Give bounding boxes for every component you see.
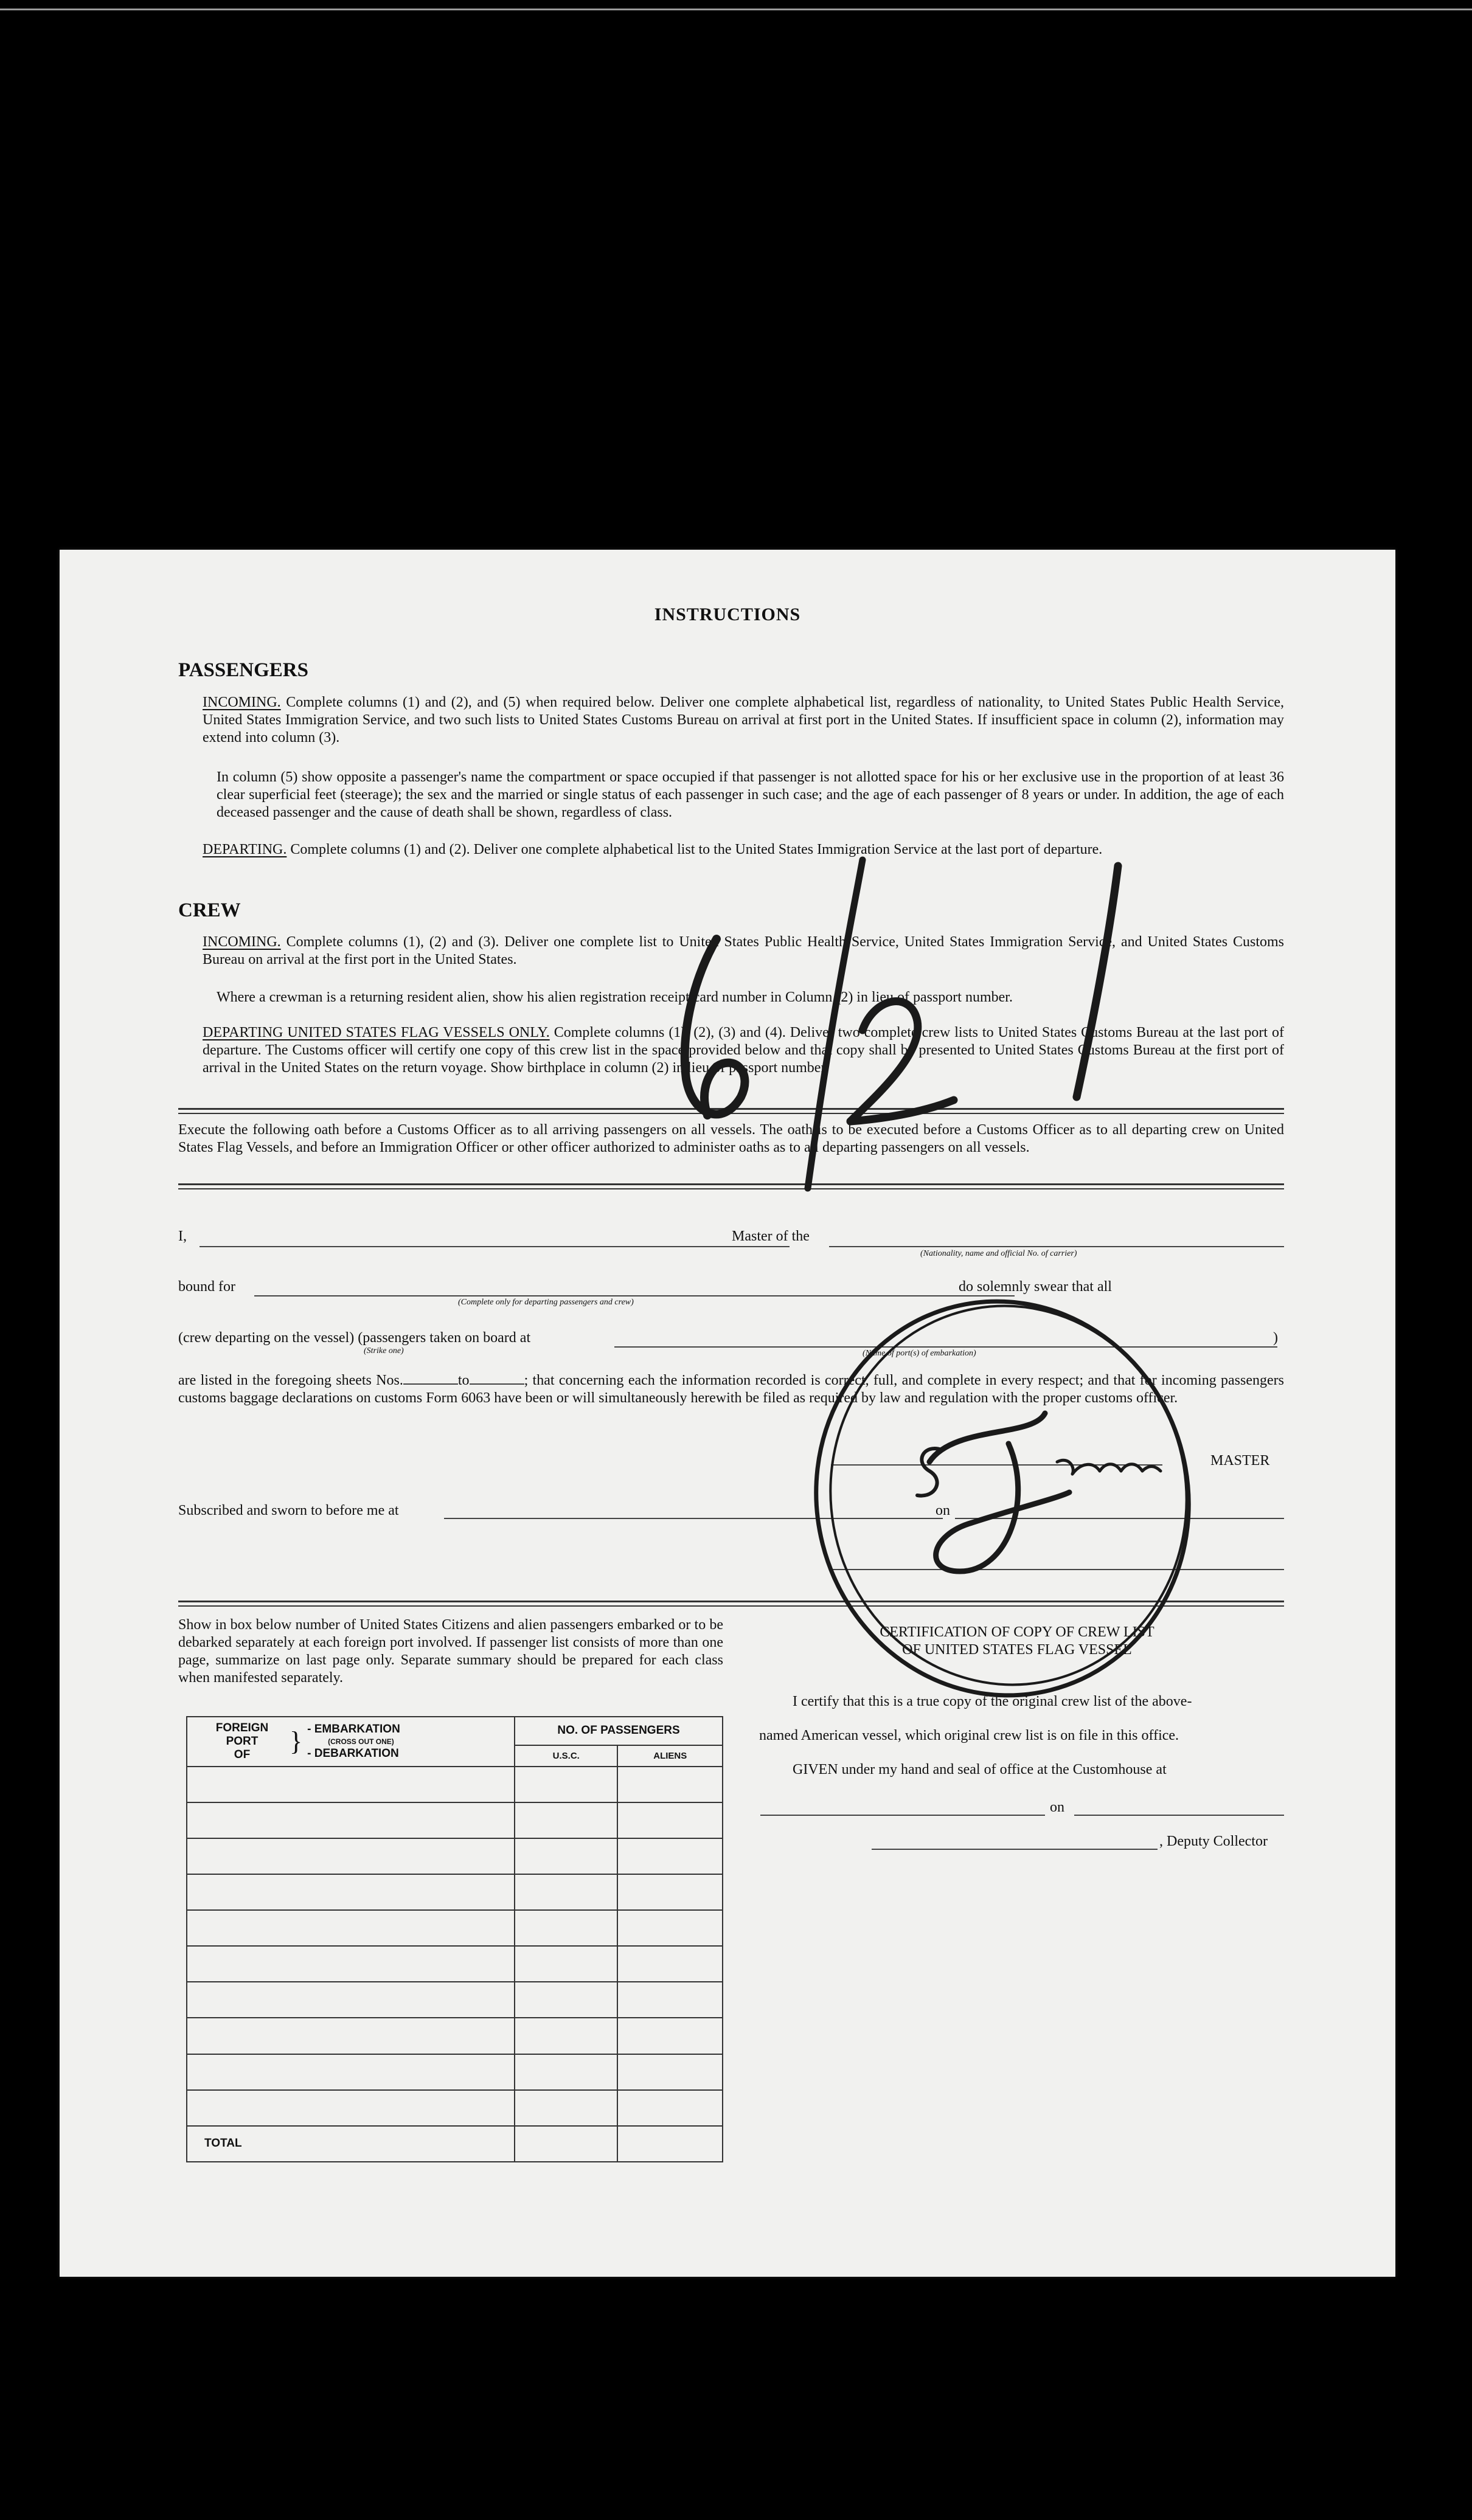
crew-heading: CREW (178, 899, 241, 921)
crew-incoming-text: Complete columns (1), (2) and (3). Deliver one complete list to United States Public Health Service, United States Immigration Service, and United States Customs Bureau on arrival at the first port in the United States. (203, 934, 1284, 968)
debarkation-label: - DEBARKATION (307, 1746, 399, 1760)
crew-incoming-label: INCOMING. (203, 934, 281, 950)
form-page (60, 550, 1395, 2277)
total-usc-cell[interactable] (515, 2126, 617, 2162)
oath-master-of: Master of the (732, 1228, 810, 1244)
port-cell[interactable] (187, 1982, 515, 2018)
master-label: MASTER (1210, 1453, 1270, 1469)
port-cell[interactable] (187, 1767, 515, 1802)
port-cell[interactable] (187, 1838, 515, 1874)
no-of-passengers-header: NO. OF PASSENGERS (515, 1717, 723, 1745)
passengers-heading: PASSENGERS (178, 659, 308, 681)
port-cell[interactable] (187, 2054, 515, 2090)
usc-header: U.S.C. (515, 1745, 617, 1767)
oath-i-label: I, (178, 1228, 187, 1244)
aliens-cell[interactable] (617, 1946, 723, 1982)
usc-cell[interactable] (515, 2090, 617, 2126)
subscribed-on: on (936, 1503, 950, 1518)
port-cell[interactable] (187, 1946, 515, 1982)
usc-cell[interactable] (515, 2054, 617, 2090)
table-row (187, 2090, 723, 2126)
aliens-cell[interactable] (617, 1802, 723, 1838)
table-row (187, 1874, 723, 1910)
usc-cell[interactable] (515, 1767, 617, 1802)
aliens-cell[interactable] (617, 2054, 723, 2090)
handwritten-slash (808, 860, 863, 1188)
page-title: INSTRUCTIONS (654, 604, 801, 625)
table-row (187, 1838, 723, 1874)
bound-caption: (Complete only for departing passengers and crew) (458, 1298, 634, 1307)
deputy-collector-label: , Deputy Collector (1159, 1833, 1268, 1849)
certification-title-line1: CERTIFICATION OF COPY OF CREW LIST (880, 1624, 1154, 1640)
certification-text-3: GIVEN under my hand and seal of office at the Customhouse at (793, 1762, 1167, 1778)
table-row (187, 1982, 723, 2018)
passengers-incoming-text: Complete columns (1) and (2), and (5) when required below. Deliver one complete alphabetical list, regardless of nationality, to United States Public Health Service, United States Immigration Service, and two such lists to United States Customs Bureau on arrival at first port in the United States. If insufficient space in column (2), information may extend into column (3). (203, 694, 1285, 746)
top-edge-line (0, 9, 1472, 10)
listed-text-2: ; that concerning each the information recorded is correct, full, and complete in every respect; and that for incoming passengers customs baggage declarations on customs Form 6063 have been or will simultaneously herewith be filed as required by law and regulation with the proper customs officer. (178, 1372, 1284, 1406)
subscribed-label: Subscribed and sworn to before me at (178, 1503, 399, 1518)
table-row (187, 1910, 723, 1946)
oath-swear: do solemnly swear that all (959, 1279, 1112, 1295)
table-row (187, 2018, 723, 2054)
port-cell[interactable] (187, 1910, 515, 1946)
port-label: PORT (226, 1734, 259, 1748)
crew-departing-text: Complete columns (1), (2), (3) and (4). Deliver two complete crew lists to United States Customs Bureau at the last port of departure. The Customs officer will certify one copy of this crew list in the space provided below and that copy shall be presented to United States Customs Bureau at the first port of arrival in the United States on the return voyage. Show birthplace in column (2) in lieu of passport number. (203, 1025, 1284, 1076)
signature-j (929, 1413, 1069, 1571)
summary-instructions: Show in box below number of United States Citizens and alien passengers embarked or to be debarked separately at each foreign port involved. If passenger list consists of more than one page, summarize on last page only. Separate summary should be prepared for each class when manifested separately. (178, 1617, 723, 1686)
foreign-label: FOREIGN (215, 1721, 269, 1734)
table-row (187, 1802, 723, 1838)
certification-text-2: named American vessel, which original crew list is on file in this office. (759, 1728, 1179, 1743)
certification-on: on (1050, 1799, 1064, 1815)
port-cell[interactable] (187, 2018, 515, 2054)
handwritten-two (850, 1002, 954, 1121)
usc-cell[interactable] (515, 1982, 617, 2018)
table-row (187, 1767, 723, 1802)
handwritten-one (1077, 866, 1118, 1097)
handwritten-six (685, 939, 745, 1115)
passengers-incoming-label: INCOMING. (203, 694, 281, 710)
of-label: OF (234, 1748, 251, 1761)
aliens-header: ALIENS (617, 1745, 723, 1767)
aliens-cell[interactable] (617, 1910, 723, 1946)
certification-text-1: I certify that this is a true copy of the original crew list of the above- (793, 1694, 1192, 1709)
usc-cell[interactable] (515, 2018, 617, 2054)
aliens-cell[interactable] (617, 1838, 723, 1874)
cross-out-label: (CROSS OUT ONE) (328, 1737, 394, 1746)
listed-text-1: are listed in the foregoing sheets Nos. (178, 1372, 403, 1388)
crew-resident-paragraph: Where a crewman is a returning resident alien, show his alien registration receipt card number in Column (2) in lieu of passport number. (217, 989, 1013, 1005)
aliens-cell[interactable] (617, 1874, 723, 1910)
crew-departing-label: DEPARTING UNITED STATES FLAG VESSELS ONLY. (203, 1025, 550, 1040)
usc-cell[interactable] (515, 1838, 617, 1874)
port-cell[interactable] (187, 1802, 515, 1838)
aliens-cell[interactable] (617, 2090, 723, 2126)
passengers-departing-text: Complete columns (1) and (2). Deliver one complete alphabetical list to the United States Immigration Service at the last port of departure. (290, 842, 1103, 857)
passengers-departing-label: DEPARTING. (203, 842, 287, 857)
passenger-summary-table (186, 1716, 723, 2162)
port-cell[interactable] (187, 2090, 515, 2126)
total-label: TOTAL (187, 2126, 515, 2162)
to-word: to (457, 1372, 470, 1388)
certification-title-line2: OF UNITED STATES FLAG VESSEL (902, 1642, 1132, 1658)
aliens-cell[interactable] (617, 1982, 723, 2018)
port-cell[interactable] (187, 1874, 515, 1910)
embarkation-label: - EMBARKATION (307, 1722, 400, 1736)
circled-signature (774, 1262, 1230, 1735)
aliens-cell[interactable] (617, 2018, 723, 2054)
passengers-column5-paragraph: In column (5) show opposite a passenger's name the compartment or space occupied if that passenger is not allotted space for his or her exclusive use in the proportion of at least 36 clear superficial feet (steerage); the sex and the married or single status of each passenger in such case; and the age of each passenger of 8 years or under. In addition, the age of each deceased passenger and the cause of death shall be shown, regardless of class. (217, 769, 1284, 820)
port-caption: (Name of port(s) of embarkation) (863, 1349, 976, 1358)
table-row (187, 1946, 723, 1982)
strike-one-caption: (Strike one) (364, 1346, 404, 1355)
usc-cell[interactable] (515, 1946, 617, 1982)
carrier-caption: (Nationality, name and official No. of carrier) (920, 1249, 1077, 1258)
usc-cell[interactable] (515, 1910, 617, 1946)
usc-cell[interactable] (515, 1802, 617, 1838)
port-rows (187, 1767, 723, 2126)
port-header-cell: FOREIGN PORT OF } - EMBARKATION (CROSS OUT ONE) - DEBARKATION (187, 1717, 515, 1767)
usc-cell[interactable] (515, 1874, 617, 1910)
oath-bound-for: bound for (178, 1279, 235, 1295)
total-aliens-cell[interactable] (617, 2126, 723, 2162)
oath-instruction: Execute the following oath before a Customs Officer as to all arriving passengers on all vessels. The oath is to be executed before a Customs Officer as to all departing crew on United States Flag Vessels, and before an Immigration Officer or other officer authorized to administer oaths as to all departing passengers on all vessels. (178, 1122, 1284, 1155)
aliens-cell[interactable] (617, 1767, 723, 1802)
signature-tail (1057, 1460, 1161, 1474)
table-row (187, 2054, 723, 2090)
close-paren: ) (1273, 1330, 1278, 1346)
oath-crew-departing: (crew departing on the vessel) (passengers taken on board at (178, 1330, 531, 1346)
